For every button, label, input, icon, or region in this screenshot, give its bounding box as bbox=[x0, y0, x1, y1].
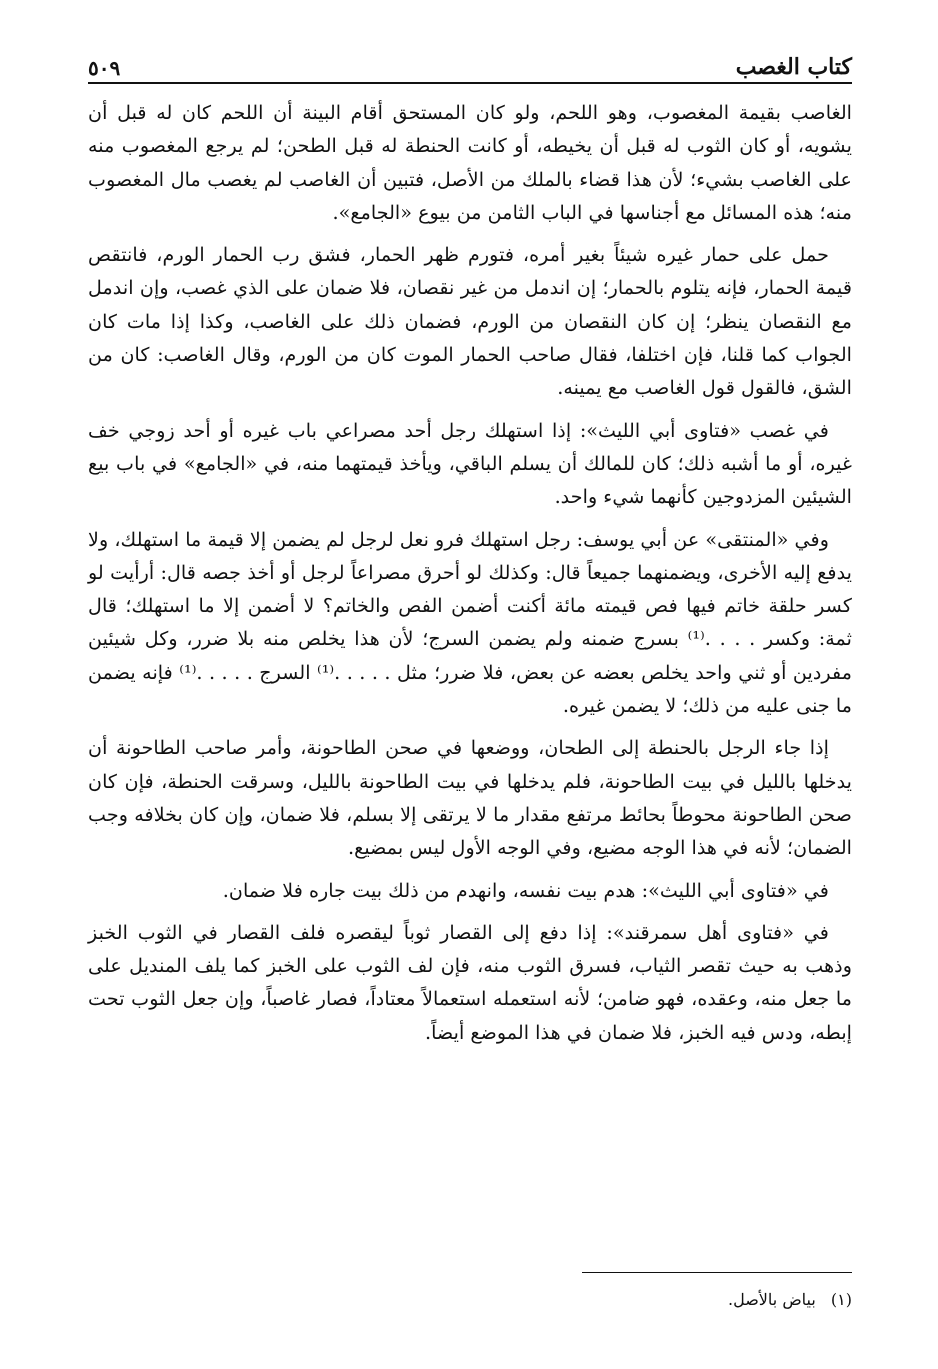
paragraph: في غصب «فتاوى أبي الليث»: إذا استهلك رجل أحد مصراعي باب غيره أو أحد زوجي خف غيره، أو ما أشبه ذلك؛ كان للمالك أن يسلم الباقي، ويأخذ قيمتهما منه، في «الجامع» في باب بيع الشيئين المزدوجين كأنهما شيء واحد. bbox=[88, 418, 852, 509]
paragraph: حمل على حمار غيره شيئاً بغير أمره، فتورم ظهر الحمار، فشق رب الحمار الورم، فانتقص قيمة الحمار، فإنه يتلوم بالحمار؛ إن اندمل من غير نقصان، فلا ضمان على الذي غصب، وإن اندمل مع النقصان ينظر؛ إن كان النقصان من الورم، فضمان ذلك على الغاصب، وكذا إذا مات كان الجواب كما قلنا، فإن اختلفا، فقال صاحب الحمار الموت كان من الورم، وقال الغاصب: كان من الشق، فالقول قول الغاصب مع يمينه. bbox=[88, 243, 852, 400]
footnote-divider bbox=[582, 1272, 852, 1273]
footnote bbox=[88, 1288, 852, 1312]
footnote-marker: (١) bbox=[830, 1290, 852, 1309]
paragraph: إذا جاء الرجل بالحنطة إلى الطحان، ووضعها في صحن الطاحونة، وأمر صاحب الطاحونة أن يدخلها بالليل في بيت الطاحونة، فلم يدخلها في بيت الطاحونة بالليل، وسرقت الحنطة، فإن كان صحن الطاحونة محوطاً بحائط مرتفع مقدار ما لا يرتقى إلا بسلم، فلا ضمان، وإن كان بخلافه وجب الضمان؛ لأنه في هذا الوجه مضيع، وفي الوجه الأول ليس بمضيع. bbox=[88, 736, 852, 860]
running-title: كتاب الغصب bbox=[735, 54, 852, 80]
paragraph: في «فتاوى أبي الليث»: هدم بيت نفسه، وانهدم من ذلك بيت جاره فلا ضمان. bbox=[222, 878, 829, 902]
paragraph: الغاصب بقيمة المغصوب، وهو اللحم، ولو كان المستحق أقام البينة أن اللحم كان له قبل أن يشويه، أو كان الثوب له قبل أن يخيطه، أو كانت الحنطة له قبل الطحن؛ لم يرجع المغصوب منه على الغاصب بشيء؛ لأن هذا قضاء بالملك من الأصل، فتبين أن الغاصب لم يغصب مال المغصوب منه؛ هذه المسائل مع أجناسها في الباب الثامن من بيوع «الجامع». bbox=[88, 101, 852, 224]
footnote-text: بياض بالأصل. bbox=[727, 1290, 816, 1309]
paragraph: في «فتاوى أهل سمرقند»: إذا دفع إلى القصار ثوباً ليقصره فلف القصار في الثوب الخبز وذهب به حيث تقصر الثياب، فسرق الثوب منه، فإن لف الثوب على الخبز كما يلف المنديل على ما جعل منه، وعقده، فهو ضامن؛ لأنه استعمله استعمالاً معتاداً، فصار غاصباً، وإن جعل الثوب تحت إبطه، ودس فيه الخبز، فلا ضمان في هذا الموضع أيضاً. bbox=[88, 920, 852, 1044]
paragraph: وفي «المنتقى» عن أبي يوسف: رجل استهلك فرو نعل لرجل لم يضمن إلا قيمة ما استهلك، ولا يدفع إليه الأخرى، ويضمنهما جميعاً قال: وكذلك لو أحرق مصراعاً لرجل أو أخذ جصه قال: أرأيت لو كسر حلقة خاتم فيها فص قيمته مائة أكنت أضمن الفص والخاتم؟ لا أضمن إلا ما استهلك؛ قال ثمة: وكسر . . . .⁽¹⁾ بسرج ضمنه ولم يضمن السرج؛ لأن هذا يخلص منه بلا ضرر، وكل شيئين مفردين أو ثني واحد يخلص بعضه عن بعض، فلا ضرر؛ مثل . . . . .⁽¹⁾ السرج . . . . .⁽¹⁾ فإنه يضمن ما جنى عليه من ذلك؛ لا يضمن غيره. bbox=[88, 527, 852, 718]
page-header bbox=[88, 40, 852, 80]
header-divider bbox=[88, 82, 852, 84]
page-number: ٥٠٩ bbox=[88, 56, 121, 80]
main-text bbox=[88, 96, 852, 1058]
